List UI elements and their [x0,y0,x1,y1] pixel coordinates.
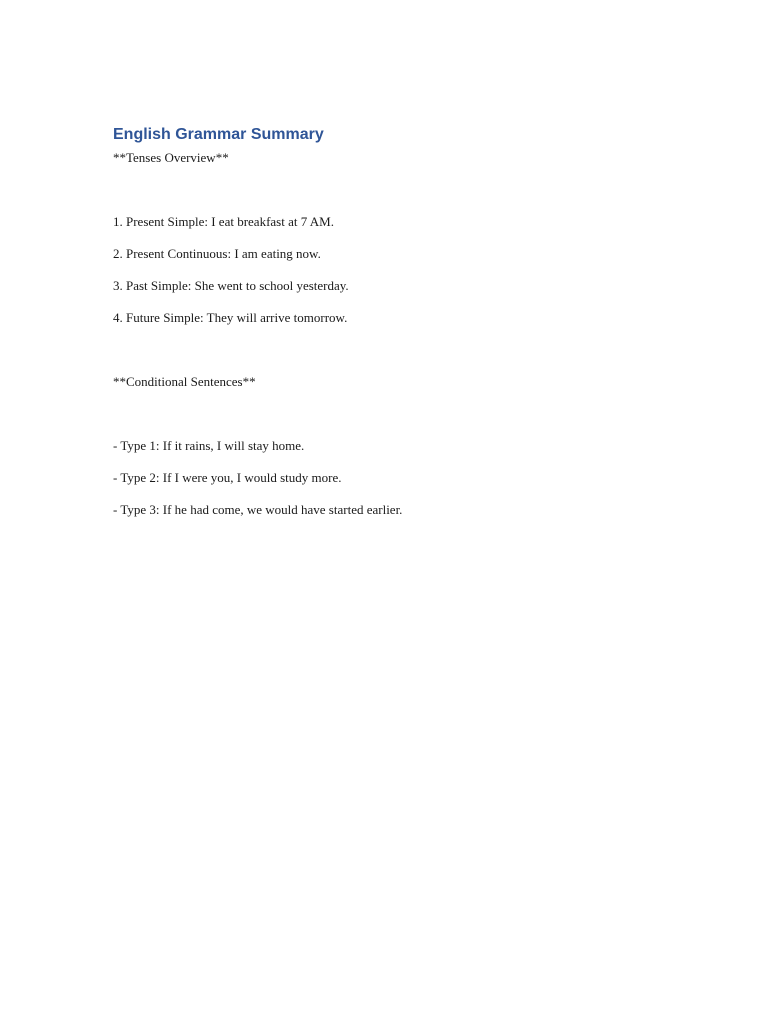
conditional-item-3: - Type 3: If he had come, we would have started earlier. [113,502,403,517]
tenses-heading: **Tenses Overview** [113,150,229,165]
conditional-item-2: - Type 2: If I were you, I would study more. [113,470,342,485]
tense-item-3: 3. Past Simple: She went to school yesterday. [113,278,349,293]
tense-item-1: 1. Present Simple: I eat breakfast at 7 AM. [113,214,334,229]
tense-item-2: 2. Present Continuous: I am eating now. [113,246,321,261]
conditionals-heading: **Conditional Sentences** [113,374,256,389]
document-title: English Grammar Summary [113,126,324,143]
tense-item-4: 4. Future Simple: They will arrive tomorrow. [113,310,348,325]
conditional-item-1: - Type 1: If it rains, I will stay home. [113,438,305,453]
document-page [113,124,673,517]
